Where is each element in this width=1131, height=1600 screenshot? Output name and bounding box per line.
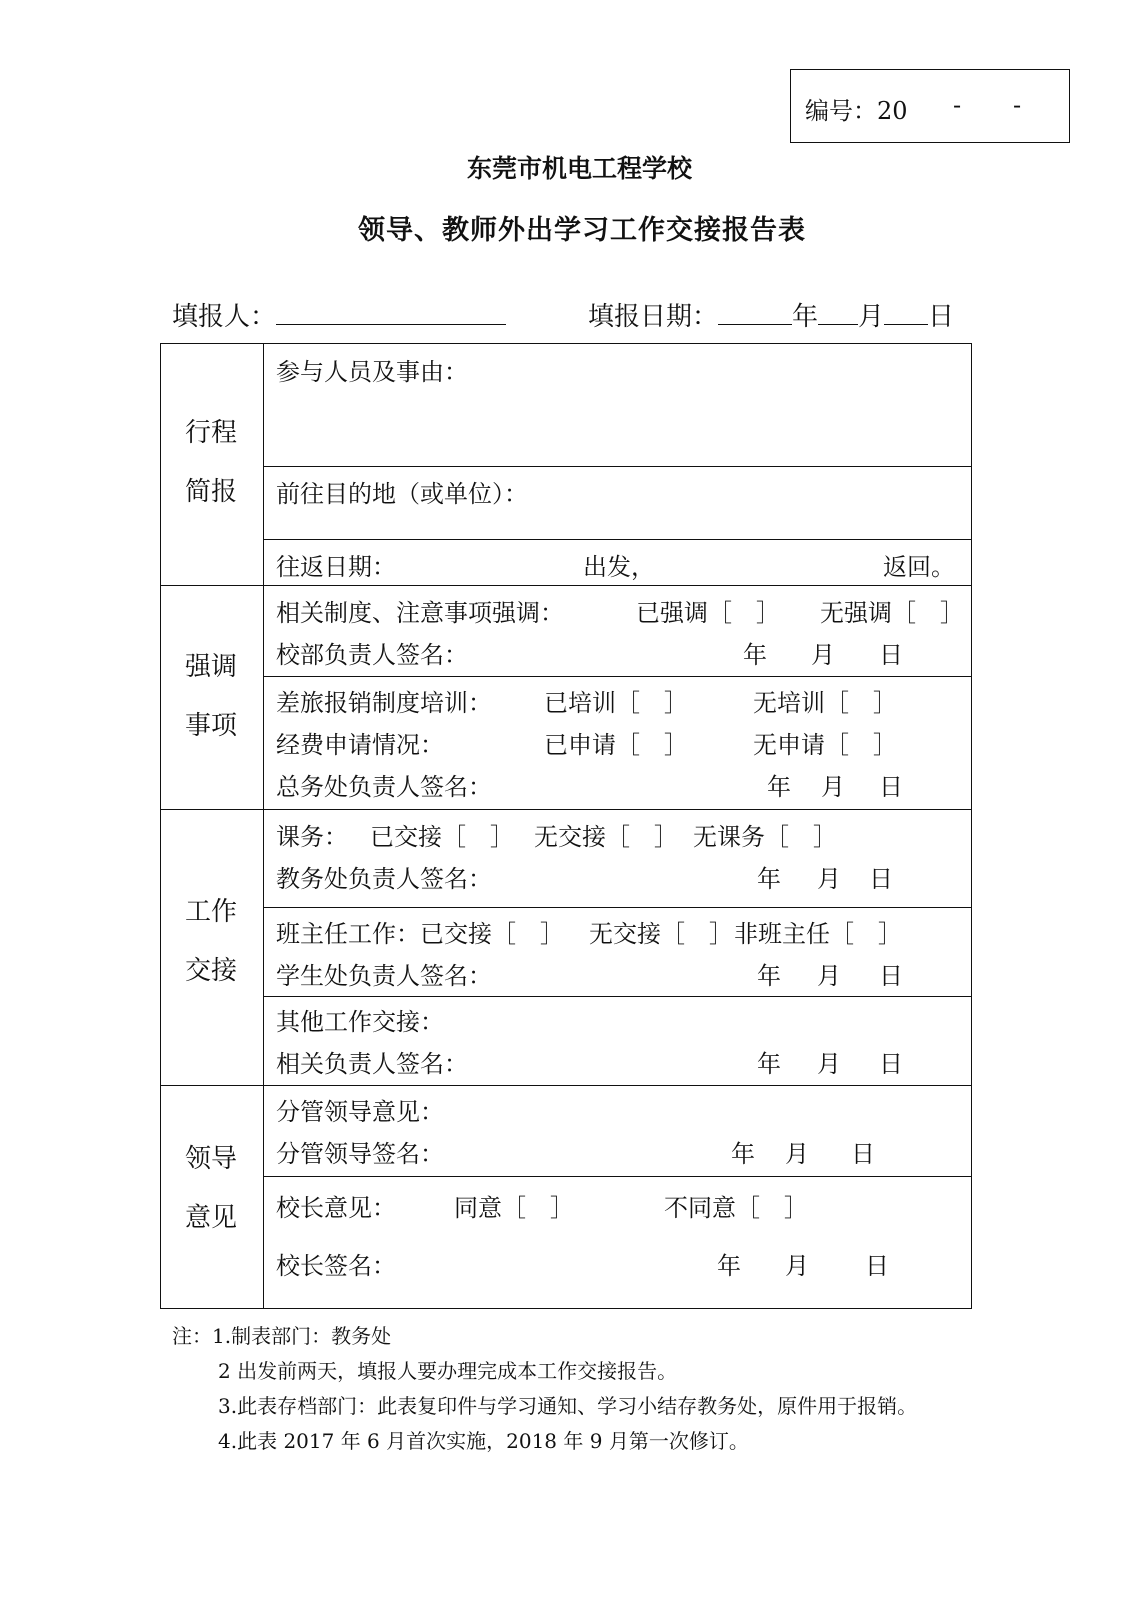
date-day: 日 xyxy=(869,865,893,893)
date-year: 年 xyxy=(743,641,767,669)
year-unit: 年 xyxy=(792,302,819,332)
travel-dates-label: 往返日期： xyxy=(276,553,396,581)
reporter-field xyxy=(172,296,506,333)
section-divider xyxy=(161,809,971,810)
depart-label[interactable]: 出发， xyxy=(583,553,655,581)
academic-affairs-sign-label[interactable]: 教务处负责人签名： xyxy=(276,865,492,893)
reporter-label: 填报人： xyxy=(172,302,277,332)
general-affairs-sign-label[interactable]: 总务处负责人签名： xyxy=(276,773,492,801)
date-day: 日 xyxy=(879,1050,903,1078)
date-year: 年 xyxy=(757,962,781,990)
month-unit: 月 xyxy=(858,302,885,332)
courses-label: 课务： xyxy=(276,823,348,851)
date-year: 年 xyxy=(757,1050,781,1078)
handover-section-label: 工作 xyxy=(185,897,238,927)
participants-field[interactable]: 参与人员及事由： xyxy=(276,358,468,386)
row-divider xyxy=(263,539,971,540)
emphasis-section-label: 强调 xyxy=(185,652,238,682)
date-day: 日 xyxy=(879,641,903,669)
courses-handed-over-checkbox[interactable]: 已交接［ ］ xyxy=(370,823,514,851)
trained-checkbox[interactable]: 已培训［ ］ xyxy=(544,689,688,717)
destination-field[interactable]: 前往目的地（或单位）： xyxy=(276,480,528,508)
day-unit: 日 xyxy=(928,302,955,332)
date-day: 日 xyxy=(879,773,903,801)
day-input-line[interactable] xyxy=(884,298,928,325)
funding-not-applied-checkbox[interactable]: 无申请［ ］ xyxy=(753,731,897,759)
date-year: 年 xyxy=(731,1140,755,1168)
date-day: 日 xyxy=(865,1252,889,1280)
note-line: 3.此表存档部门：此表复印件与学习通知、学习小结存教务处，原件用于报销。 xyxy=(218,1394,918,1418)
date-year: 年 xyxy=(757,865,781,893)
year-input-line[interactable] xyxy=(718,298,792,325)
reimbursement-training-label: 差旅报销制度培训： xyxy=(276,689,492,717)
note-line: 4.此表 2017 年 6 月首次实施，2018 年 9 月第一次修订。 xyxy=(218,1429,749,1453)
trip-section-label: 简报 xyxy=(185,477,238,507)
rules-emphasis-label: 相关制度、注意事项强调： xyxy=(276,599,564,627)
courses-no-handover-checkbox[interactable]: 无交接［ ］ xyxy=(534,823,678,851)
date-month: 月 xyxy=(817,1050,841,1078)
reporter-input-line[interactable] xyxy=(276,298,506,325)
serial-number-label: 编号：20 xyxy=(805,97,908,125)
no-courses-checkbox[interactable]: 无课务［ ］ xyxy=(693,823,837,851)
rules-emphasized-checkbox[interactable]: 已强调［ ］ xyxy=(636,599,780,627)
date-month: 月 xyxy=(817,962,841,990)
agree-checkbox[interactable]: 同意［ ］ xyxy=(454,1194,574,1222)
supervisor-sign-label[interactable]: 分管领导签名： xyxy=(276,1140,444,1168)
school-leader-sign-label[interactable]: 校部负责人签名： xyxy=(276,641,468,669)
report-date-label: 填报日期： xyxy=(588,302,719,332)
row-divider xyxy=(263,676,971,677)
section-divider xyxy=(161,585,971,586)
principal-opinion-label: 校长意见： xyxy=(276,1194,396,1222)
class-no-handover-checkbox[interactable]: 无交接［ ］ xyxy=(589,920,733,948)
row-divider xyxy=(263,996,971,997)
row-divider xyxy=(263,466,971,467)
disagree-checkbox[interactable]: 不同意［ ］ xyxy=(664,1194,808,1222)
label-column-divider xyxy=(263,344,264,1308)
leader-section-label: 领导 xyxy=(185,1144,238,1174)
funding-status-label: 经费申请情况： xyxy=(276,731,444,759)
return-label[interactable]: 返回。 xyxy=(883,553,955,581)
student-affairs-sign-label[interactable]: 学生处负责人签名： xyxy=(276,962,492,990)
handover-report-table xyxy=(160,343,972,1309)
form-title: 领导、教师外出学习工作交接报告表 xyxy=(358,215,806,246)
principal-sign-label[interactable]: 校长签名： xyxy=(276,1252,396,1280)
serial-number-dash: - xyxy=(1013,91,1022,119)
month-input-line[interactable] xyxy=(818,298,858,325)
date-month: 月 xyxy=(785,1252,809,1280)
date-month: 月 xyxy=(817,865,841,893)
row-divider xyxy=(263,1176,971,1177)
report-date-field xyxy=(588,296,954,333)
school-name: 东莞市机电工程学校 xyxy=(467,154,693,183)
serial-number-box xyxy=(790,69,1070,143)
not-trained-checkbox[interactable]: 无培训［ ］ xyxy=(753,689,897,717)
leader-section-label: 意见 xyxy=(185,1203,238,1233)
date-month: 月 xyxy=(811,641,835,669)
emphasis-section-label: 事项 xyxy=(185,711,238,741)
note-line: 注：1.制表部门：教务处 xyxy=(172,1324,392,1348)
date-year: 年 xyxy=(717,1252,741,1280)
serial-number-dash: - xyxy=(953,91,962,119)
section-divider xyxy=(161,1085,971,1086)
date-month: 月 xyxy=(785,1140,809,1168)
supervisor-opinion-field[interactable]: 分管领导意见： xyxy=(276,1098,444,1126)
row-divider xyxy=(263,907,971,908)
rules-not-emphasized-checkbox[interactable]: 无强调［ ］ xyxy=(820,599,964,627)
related-leader-sign-label[interactable]: 相关负责人签名： xyxy=(276,1050,468,1078)
date-day: 日 xyxy=(879,962,903,990)
date-year: 年 xyxy=(767,773,791,801)
not-class-teacher-checkbox[interactable]: 非班主任［ ］ xyxy=(734,920,902,948)
other-handover-field[interactable]: 其他工作交接： xyxy=(276,1008,444,1036)
handover-section-label: 交接 xyxy=(185,956,238,986)
date-day: 日 xyxy=(851,1140,875,1168)
trip-section-label: 行程 xyxy=(185,418,238,448)
class-teacher-handover-checkbox[interactable]: 班主任工作：已交接［ ］ xyxy=(276,920,564,948)
funding-applied-checkbox[interactable]: 已申请［ ］ xyxy=(544,731,688,759)
note-line: 2 出发前两天，填报人要办理完成本工作交接报告。 xyxy=(218,1359,678,1383)
date-month: 月 xyxy=(821,773,845,801)
